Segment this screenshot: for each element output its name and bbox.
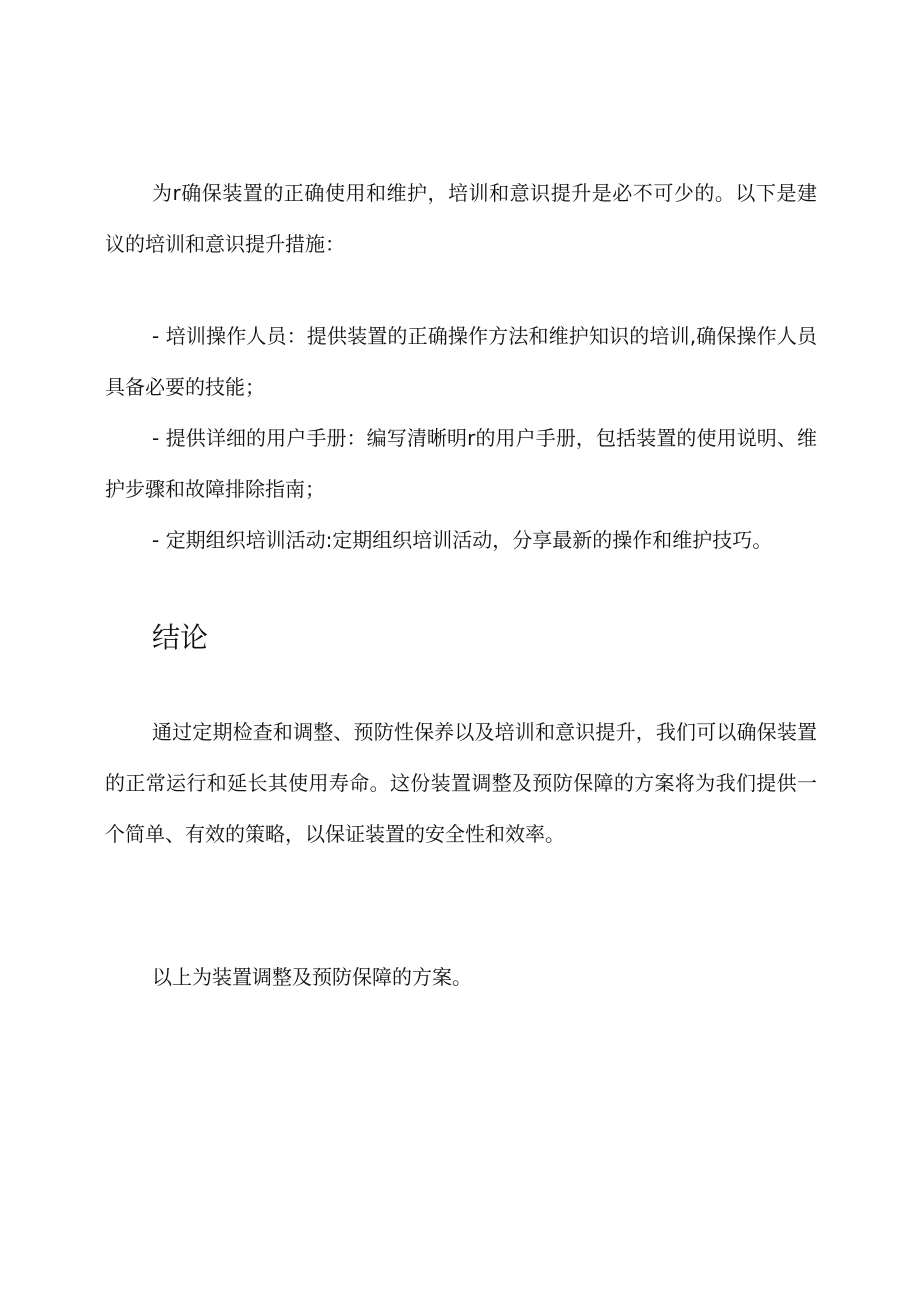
conclusion-heading: 结论 [152,621,209,654]
conclusion-paragraph: 通过定期检查和调整、预防性保养以及培训和意识提升，我们可以确保装置的正常运行和延长其使用寿命。这份装置调整及预防保障的方案将为我们提供一个简单、有效的策略，以保证装置的安全性和效率。 [105,720,817,846]
closing-paragraph: 以上为装置调整及预防保障的方案。 [152,965,472,989]
bullet-item-user-manual: - 提供详细的用户手册：编写清晰明r的用户手册，包括装置的使用说明、维护步骤和故障排除指南； [105,426,817,501]
intro-paragraph: 为r确保装置的正确使用和维护，培训和意识提升是必不可少的。以下是建议的培训和意识提升措施： [105,181,817,256]
bullet-item-regular-training: - 定期组织培训活动:定期组织培训活动，分享最新的操作和维护技巧。 [152,528,773,552]
bullet-item-train-operators: - 培训操作人员：提供装置的正确操作方法和维护知识的培训,确保操作人员具备必要的技能； [105,324,817,399]
